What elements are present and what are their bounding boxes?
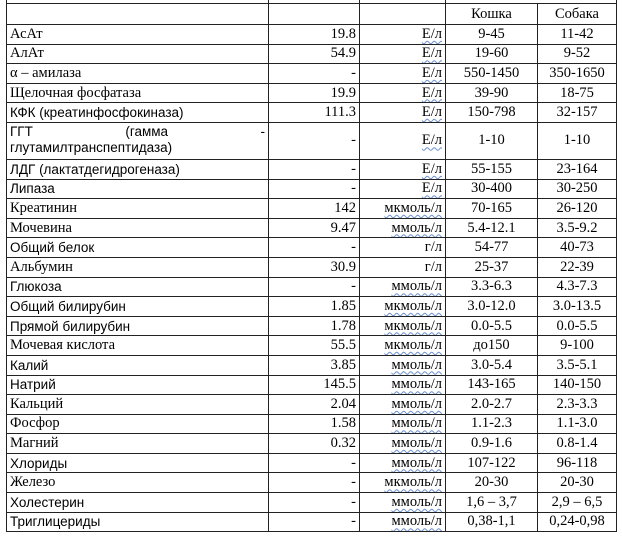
reference-cat: 143-165 <box>446 375 538 395</box>
table-row <box>7 103 617 123</box>
analyte-name: АлАт <box>7 44 269 64</box>
unit-text: мкмоль/л <box>384 317 442 334</box>
unit-value <box>360 159 446 179</box>
table-row <box>7 218 617 238</box>
unit-value <box>360 434 446 454</box>
reference-cat: 3.0-5.4 <box>446 355 538 375</box>
table-row <box>7 122 617 159</box>
result-value: - <box>269 122 360 159</box>
reference-dog: 2.3-3.3 <box>538 395 617 415</box>
result-value: - <box>269 493 360 513</box>
reference-dog: 9-52 <box>538 44 617 64</box>
analyte-name: Липаза <box>7 179 269 199</box>
reference-dog: 9-100 <box>538 336 617 356</box>
unit-value <box>360 122 446 159</box>
unit-value <box>360 257 446 277</box>
reference-cat: 5.4-12.1 <box>446 218 538 238</box>
reference-dog: 0.8-1.4 <box>538 434 617 454</box>
unit-value <box>360 355 446 375</box>
analyte-name: Фосфор <box>7 414 269 434</box>
unit-value <box>360 179 446 199</box>
unit-text: Е/л <box>421 64 442 81</box>
analyte-name: Натрий <box>7 375 269 395</box>
table-row <box>7 44 617 64</box>
table-row <box>7 257 617 277</box>
result-value: 19.8 <box>269 25 360 45</box>
unit-value <box>360 83 446 103</box>
result-value: 55.5 <box>269 336 360 356</box>
analyte-name: Общий билирубин <box>7 297 269 317</box>
result-value: - <box>269 512 360 532</box>
analyte-name: Прямой билирубин <box>7 316 269 336</box>
table-row <box>7 493 617 513</box>
table-row <box>7 64 617 84</box>
reference-cat: 30-400 <box>446 179 538 199</box>
table-row <box>7 512 617 532</box>
analyte-name-part: - <box>260 123 265 139</box>
reference-dog: 96-118 <box>538 453 617 473</box>
analyte-name: Кальций <box>7 395 269 415</box>
unit-value <box>360 64 446 84</box>
analyte-name-part: (гамма <box>125 123 169 139</box>
result-value: 111.3 <box>269 103 360 123</box>
unit-value <box>360 493 446 513</box>
unit-text: Е/л <box>421 45 442 62</box>
reference-cat: 3.3-6.3 <box>446 277 538 297</box>
result-value: 1.85 <box>269 297 360 317</box>
analyte-name: α – амилаза <box>7 64 269 84</box>
table-row <box>7 297 617 317</box>
result-value: 142 <box>269 199 360 219</box>
table-row <box>7 83 617 103</box>
unit-value <box>360 395 446 415</box>
table-header-row <box>7 4 617 25</box>
reference-dog: 40-73 <box>538 238 617 258</box>
table-row <box>7 473 617 493</box>
unit-value <box>360 336 446 356</box>
result-value: - <box>269 159 360 179</box>
unit-value <box>360 414 446 434</box>
analyte-name: КФК (креатинфосфокиназа) <box>7 103 269 123</box>
result-value: 1.78 <box>269 316 360 336</box>
reference-cat: 1.1-2.3 <box>446 414 538 434</box>
result-value: - <box>269 238 360 258</box>
reference-dog: 30-250 <box>538 179 617 199</box>
result-value: 3.85 <box>269 355 360 375</box>
reference-cat: 550-1450 <box>446 64 538 84</box>
unit-value <box>360 473 446 493</box>
analyte-name: Креатинин <box>7 199 269 219</box>
analyte-name: Альбумин <box>7 257 269 277</box>
analyte-name <box>7 122 269 159</box>
table-row <box>7 316 617 336</box>
analyte-name: Триглицериды <box>7 512 269 532</box>
unit-text: ммоль/л <box>391 376 442 393</box>
analyte-name-part: глутамилтранспептидаза) <box>10 139 173 155</box>
table-row <box>7 159 617 179</box>
analyte-name: Мочевая кислота <box>7 336 269 356</box>
table-row <box>7 336 617 356</box>
unit-text: ммоль/л <box>391 395 442 412</box>
result-value: - <box>269 277 360 297</box>
reference-cat: 150-798 <box>446 103 538 123</box>
table-row <box>7 277 617 297</box>
result-value: 19.9 <box>269 83 360 103</box>
table-row <box>7 453 617 473</box>
reference-dog: 3.0-13.5 <box>538 297 617 317</box>
reference-dog: 22-39 <box>538 257 617 277</box>
unit-value <box>360 512 446 532</box>
reference-dog: 26-120 <box>538 199 617 219</box>
result-value: - <box>269 473 360 493</box>
result-value: 0.32 <box>269 434 360 454</box>
result-value: - <box>269 64 360 84</box>
table-row <box>7 434 617 454</box>
unit-text: г/л <box>424 258 442 275</box>
analyte-name: ЛДГ (лактатдегидрогеназа) <box>7 159 269 179</box>
unit-text: Е/л <box>421 132 442 149</box>
reference-dog: 0,24-0,98 <box>538 512 617 532</box>
unit-value <box>360 453 446 473</box>
reference-dog: 20-30 <box>538 473 617 493</box>
unit-text: мкмоль/л <box>384 337 442 354</box>
unit-text: мкмоль/л <box>384 297 442 314</box>
result-value: - <box>269 179 360 199</box>
reference-cat: 0,38-1,1 <box>446 512 538 532</box>
reference-cat: 1-10 <box>446 122 538 159</box>
analyte-name: АсАт <box>7 25 269 45</box>
table-row <box>7 25 617 45</box>
analyte-name: Глюкоза <box>7 277 269 297</box>
reference-cat: 54-77 <box>446 238 538 258</box>
analyte-name: Железо <box>7 473 269 493</box>
analyte-name: Хлориды <box>7 453 269 473</box>
reference-dog: 3.5-9.2 <box>538 218 617 238</box>
reference-cat: 39-90 <box>446 83 538 103</box>
reference-dog: 1.1-3.0 <box>538 414 617 434</box>
table-row <box>7 238 617 258</box>
reference-cat: 70-165 <box>446 199 538 219</box>
unit-text: мкмоль/л <box>384 474 442 491</box>
reference-cat: 0.0-5.5 <box>446 316 538 336</box>
unit-value <box>360 277 446 297</box>
reference-cat: 107-122 <box>446 453 538 473</box>
result-value: - <box>269 453 360 473</box>
cell-empty <box>269 4 360 25</box>
unit-value <box>360 297 446 317</box>
unit-text: г/л <box>424 239 442 256</box>
unit-text: ммоль/л <box>391 356 442 373</box>
reference-cat: 55-155 <box>446 159 538 179</box>
unit-value <box>360 375 446 395</box>
table-body <box>7 0 617 532</box>
analyte-name: Холестерин <box>7 493 269 513</box>
unit-text: ммоль/л <box>391 435 442 452</box>
reference-dog: 350-1650 <box>538 64 617 84</box>
reference-dog: 11-42 <box>538 25 617 45</box>
unit-text: Е/л <box>421 104 442 121</box>
table-row <box>7 414 617 434</box>
reference-cat: 20-30 <box>446 473 538 493</box>
cell-empty <box>360 4 446 25</box>
result-value: 30.9 <box>269 257 360 277</box>
unit-text: ммоль/л <box>391 219 442 236</box>
unit-text: ммоль/л <box>391 493 442 510</box>
table-row <box>7 395 617 415</box>
column-header-cat: Кошка <box>446 4 538 25</box>
analyte-name-part: ГГТ <box>10 123 33 139</box>
table-row <box>7 199 617 219</box>
column-header-dog: Собака <box>538 4 617 25</box>
unit-text: ммоль/л <box>391 415 442 432</box>
table-row <box>7 355 617 375</box>
table-row <box>7 179 617 199</box>
unit-text: Е/л <box>421 180 442 197</box>
analyte-name: Мочевина <box>7 218 269 238</box>
unit-value <box>360 218 446 238</box>
cell-empty <box>7 4 269 25</box>
unit-text: Е/л <box>421 25 442 42</box>
reference-dog: 1-10 <box>538 122 617 159</box>
analyte-name: Общий белок <box>7 238 269 258</box>
unit-value <box>360 25 446 45</box>
analyte-name: Калий <box>7 355 269 375</box>
unit-text: Е/л <box>421 84 442 101</box>
reference-dog: 3.5-5.1 <box>538 355 617 375</box>
unit-text: ммоль/л <box>391 454 442 471</box>
unit-value <box>360 316 446 336</box>
reference-cat: 2.0-2.7 <box>446 395 538 415</box>
result-value: 54.9 <box>269 44 360 64</box>
unit-text: Е/л <box>421 160 442 177</box>
reference-dog: 23-164 <box>538 159 617 179</box>
unit-value <box>360 103 446 123</box>
result-value: 1.58 <box>269 414 360 434</box>
reference-cat: 19-60 <box>446 44 538 64</box>
reference-cat: 25-37 <box>446 257 538 277</box>
result-value: 2.04 <box>269 395 360 415</box>
result-value: 9.47 <box>269 218 360 238</box>
reference-cat: 0.9-1.6 <box>446 434 538 454</box>
result-value: 145.5 <box>269 375 360 395</box>
reference-dog: 18-75 <box>538 83 617 103</box>
reference-cat: 1,6 – 3,7 <box>446 493 538 513</box>
unit-value <box>360 44 446 64</box>
unit-text: мкмоль/л <box>384 199 442 216</box>
reference-cat: 9-45 <box>446 25 538 45</box>
reference-dog: 32-157 <box>538 103 617 123</box>
unit-text: ммоль/л <box>391 513 442 530</box>
reference-dog: 4.3-7.3 <box>538 277 617 297</box>
reference-dog: 2,9 – 6,5 <box>538 493 617 513</box>
reference-dog: 0.0-5.5 <box>538 316 617 336</box>
reference-cat: до150 <box>446 336 538 356</box>
table-row <box>7 375 617 395</box>
analyte-name: Щелочная фосфатаза <box>7 83 269 103</box>
unit-text: ммоль/л <box>391 278 442 295</box>
analyte-name: Магний <box>7 434 269 454</box>
reference-dog: 140-150 <box>538 375 617 395</box>
unit-value <box>360 199 446 219</box>
biochemistry-table <box>6 0 617 532</box>
reference-cat: 3.0-12.0 <box>446 297 538 317</box>
unit-value <box>360 238 446 258</box>
